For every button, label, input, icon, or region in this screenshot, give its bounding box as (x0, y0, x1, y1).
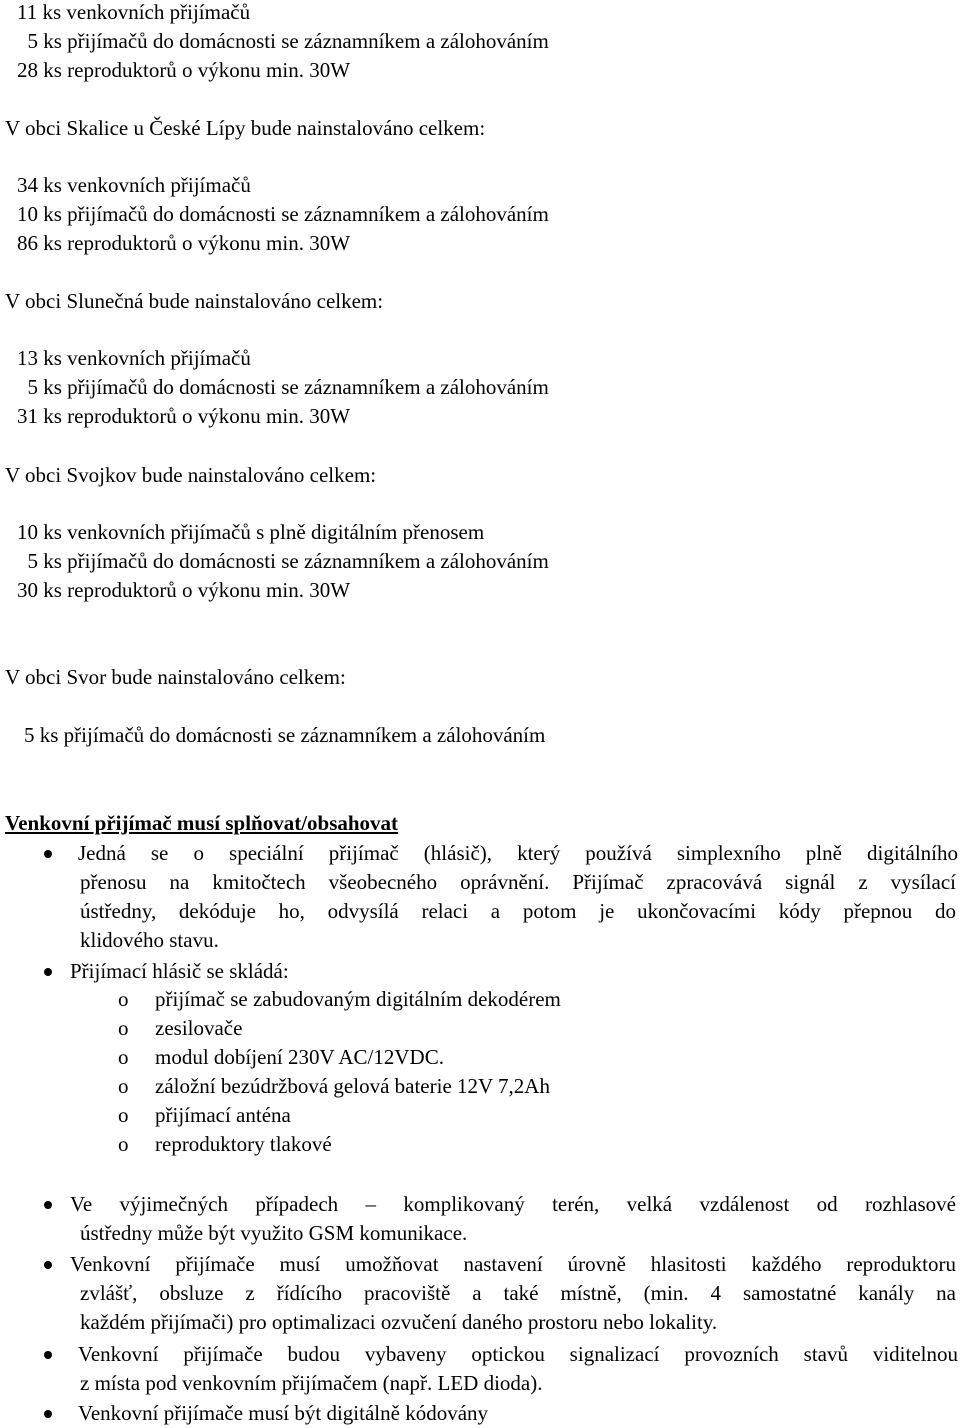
section-title: V obci Slunečná bude nainstalováno celkem: (5, 289, 384, 313)
component-item: reproduktory tlakové (155, 1132, 332, 1156)
list-item: 13 ks venkovních přijímačů (17, 346, 251, 370)
section-title: V obci Svojkov bude nainstalováno celkem: (5, 463, 377, 487)
section-title: V obci Svor bude nainstalováno celkem: (5, 665, 346, 689)
bullet-line: ústředny, dekóduje ho, odvysílá relaci a potom je ukončovacími kódy přepnou do (80, 899, 956, 923)
bullet-icon (44, 1410, 52, 1418)
component-item: modul dobíjení 230V AC/12VDC. (155, 1045, 444, 1069)
list-item: 34 ks venkovních přijímačů (17, 173, 251, 197)
sub-bullet-marker: o (118, 1074, 129, 1098)
bullet-line: klidového stavu. (80, 928, 219, 952)
bullet-line: Přijímací hlásič se skládá: (70, 959, 289, 983)
component-item: přijímač se zabudovaným digitálním dekodérem (155, 987, 561, 1011)
bullet-line: přenosu na kmitočtech všeobecného oprávnění. Přijímač zpracovává signál z vysílací (80, 870, 956, 894)
bullet-line: Ve výjimečných případech – komplikovaný terén, velká vzdálenost od rozhlasové (70, 1192, 956, 1216)
bullet-line: ústředny může být využito GSM komunikace. (80, 1221, 468, 1245)
list-item: 5 ks přijímačů do domácnosti se záznamníkem a zálohováním (17, 375, 549, 399)
list-item: 10 ks venkovních přijímačů s plně digitálním přenosem (17, 520, 485, 544)
sub-bullet-marker: o (118, 1045, 129, 1069)
list-item: 5 ks přijímačů do domácnosti se záznamníkem a zálohováním (17, 29, 549, 53)
sub-bullet-marker: o (118, 1103, 129, 1127)
bullet-line: Venkovní přijímače musí umožňovat nastavení úrovně hlasitosti každého reproduktoru (70, 1252, 956, 1276)
bullet-icon (44, 850, 52, 858)
list-item: 30 ks reproduktorů o výkonu min. 30W (17, 578, 351, 602)
list-item: 5 ks přijímačů do domácnosti se záznamníkem a zálohováním (24, 723, 546, 747)
bullet-icon (44, 1351, 52, 1359)
list-item: 86 ks reproduktorů o výkonu min. 30W (17, 231, 351, 255)
bullet-line: zvlášť, obsluze z řídícího pracoviště a také místně, (min. 4 samostatné kanály na (80, 1281, 956, 1305)
component-item: zesilovače (155, 1016, 243, 1040)
bullet-line: Venkovní přijímače budou vybaveny optickou signalizací provozních stavů viditelnou (78, 1342, 958, 1366)
list-item: 31 ks reproduktorů o výkonu min. 30W (17, 404, 351, 428)
sub-bullet-marker: o (118, 1132, 129, 1156)
component-item: přijímací anténa (155, 1103, 291, 1127)
sub-bullet-marker: o (118, 1016, 129, 1040)
requirements-heading: Venkovní přijímač musí splňovat/obsahovat (5, 811, 399, 835)
section-title: V obci Skalice u České Lípy bude nainstalováno celkem: (5, 116, 486, 140)
bullet-line: každém přijímači) pro optimalizaci ozvučení daného prostoru nebo lokality. (80, 1310, 718, 1334)
bullet-line: Jedná se o speciální přijímač (hlásič), který používá simplexního plně digitálního (78, 841, 958, 865)
sub-bullet-marker: o (118, 987, 129, 1011)
list-item: 11 ks venkovních přijímačů (17, 0, 251, 24)
bullet-icon (44, 968, 52, 976)
list-item: 10 ks přijímačů do domácnosti se záznamníkem a zálohováním (17, 202, 549, 226)
bullet-line: z místa pod venkovním přijímačem (např. LED dioda). (80, 1371, 543, 1395)
bullet-line: Venkovní přijímače musí být digitálně kódovány (78, 1401, 489, 1425)
list-item: 28 ks reproduktorů o výkonu min. 30W (17, 58, 351, 82)
bullet-icon (44, 1261, 52, 1269)
bullet-icon (44, 1201, 52, 1209)
list-item: 5 ks přijímačů do domácnosti se záznamníkem a zálohováním (17, 549, 549, 573)
component-item: záložní bezúdržbová gelová baterie 12V 7,2Ah (155, 1074, 550, 1098)
